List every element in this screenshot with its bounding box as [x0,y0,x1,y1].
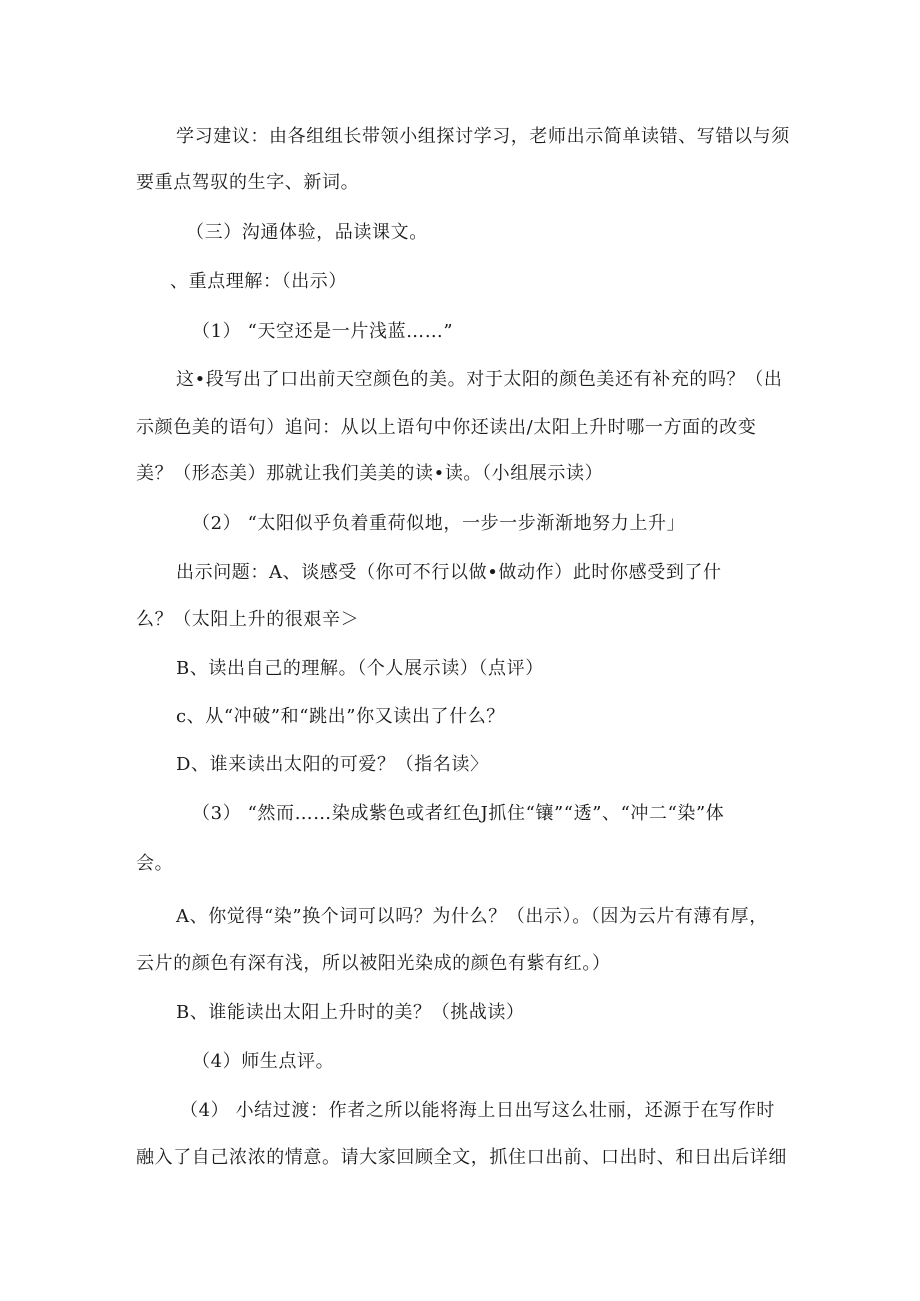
text-line: （三）沟通体验，品读课文。 [186,222,428,243]
text-line: 云片的颜色有深有浅，所以被阳光染成的颜色有紫有红。） [136,953,611,974]
text-line: 要重点驾驭的生字、新词。 [136,172,360,193]
text-line: 融入了自己浓浓的情意。请大家回顾全文，抓住口出前、口出时、和日出后详细 [136,1147,787,1168]
text-line: 出示问题：A、谈感受（你可不行以做•做动作）此时你感受到了什 [176,562,722,583]
text-line: B、读出自己的理解。（个人展示读）（点评） [176,658,544,679]
text-line: （1） “天空还是一片浅蓝……” [192,321,454,342]
text-line: 这•段写出了口出前天空颜色的美。对于太阳的颜色美还有补充的吗？（出 [176,369,783,390]
text-line: 么？（太阳上升的很艰辛＞ [136,609,360,630]
text-line: 学习建议：由各组组长带领小组探讨学习，老师出示简单读错、写错以与须 [176,126,790,147]
text-line: （4） 小结过渡：作者之所以能将海上日出写这么壮丽，还源于在写作时 [180,1100,775,1121]
text-line: 美？（形态美）那就让我们美美的读•读。（小组展示读） [136,463,604,484]
text-line: （2） “太阳似乎负着重荷似地，一步一步渐渐地努力上升」 [192,513,686,534]
text-line: （3） “然而……染成紫色或者红色J抓住“镶”“透”、“冲二“染”体 [192,803,725,824]
text-line: D、谁来读出太阳的可爱？（指名读〉 [176,754,489,775]
text-line: 、重点理解：（出示） [170,271,347,292]
text-line: A、你觉得“染”换个词可以吗？为什么？（出示）。（因为云片有薄有厚， [176,906,768,927]
text-line: 会。 [136,853,174,874]
text-line: （4）师生点评。 [192,1051,335,1072]
text-line: c、从“冲破”和“跳出”你又读出了什么？ [176,706,505,727]
text-line: B、谁能读出太阳上升时的美？（挑战读） [176,1002,525,1023]
text-line: 示颜色美的语句）追问：从以上语句中你还读出/太阳上升时哪一方面的改变 [136,417,757,438]
